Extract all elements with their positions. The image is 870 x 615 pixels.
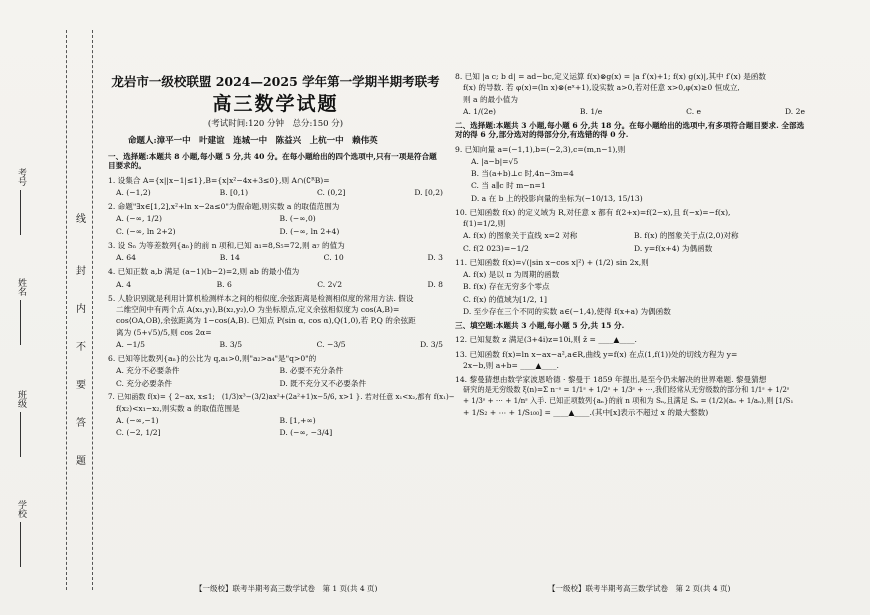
question-8-line-2: f(x) 的导数. 若 φ(x)=(ln x)⊗(eˣ+1),设实数 a>0,若对任意 x>0,φ(x)≥0 恒成立, <box>463 83 740 93</box>
question-7-line-1: 7. 已知函数 f(x)= { 2−ax, x≤1; (1/3)x³−(3/2)ax²+(2a²+1)x−5/6, x>1 }. 若对任意 x₁<x₂,都有 f(x₁)− <box>108 391 455 401</box>
option: A. 1/(2e) <box>463 106 496 116</box>
option: B. 3/5 <box>219 339 243 349</box>
seal-char: 封 <box>76 266 86 277</box>
question-5-line-2: 二维空间中有两个点 A(x₁,y₁),B(x₂,y₂),O 为坐标原点,定义余弦相似度为 cos(A,B)= <box>116 305 400 315</box>
option: A. (−1,2) <box>116 187 151 197</box>
question-14-line-1: 14. 黎曼猜想由数学家波恩哈德 · 黎曼于 1859 年提出,是至今仍未解决的世界难题. 黎曼猜想 <box>455 375 767 384</box>
option: D. 8 <box>427 279 443 289</box>
cut-line-inner <box>66 30 67 590</box>
seal-char: 要 <box>76 380 86 391</box>
field-name-line <box>20 300 21 345</box>
binding-margin <box>0 0 100 615</box>
option: A. f(x) 的图象关于直线 x=2 对称 <box>463 231 578 241</box>
exam-title: 高三数学试题 <box>212 93 339 116</box>
seal-char: 答 <box>76 418 86 429</box>
question-14-line-4: + 1/S₂ + ⋯ + 1/S₁₀₀] = ____▲____.(其中[x]表示不超过 x 的最大整数) <box>463 407 709 417</box>
question-9-options <box>463 157 805 203</box>
question-11: 11. 已知函数 f(x)=√(|sin x−cos x|²) + (1/2) sin 2x,则 <box>455 257 649 267</box>
option: C. 充分必要条件 <box>116 378 172 388</box>
question-13-line-2: 2x−b,则 a+b= ____▲____. <box>463 360 559 370</box>
field-school: 学校 <box>16 500 26 518</box>
option: A. −1/5 <box>116 339 145 349</box>
question-5-line-3: cos⟨OA,OB⟩,余弦距离为 1−cos(A,B). 已知点 P(sin α, cos α),Q(1,0),若 P,Q 的余弦距 <box>116 316 416 326</box>
exam-info: (考试时间:120 分钟 总分:150 分) <box>207 119 344 130</box>
page-1-column <box>108 74 455 442</box>
option: A. 64 <box>116 253 136 263</box>
question-1-options <box>116 188 443 197</box>
field-school-line <box>20 522 21 567</box>
question-4: 4. 已知正数 a,b 满足 (a−1)(b−2)=2,则 ab 的最小值为 <box>108 267 300 277</box>
page-1-footer: 【一级校】联考半期考高三数学试卷 第 1 页(共 4 页) <box>195 584 378 593</box>
question-4-options <box>116 280 443 289</box>
option: D. (−∞, −3/4] <box>279 428 333 438</box>
question-13-line-1: 13. 已知函数 f(x)=ln x−ax−a²,a∈R,曲线 y=f(x) 在点(1,f(1))处的切线方程为 y= <box>455 349 738 359</box>
option: D. a 在 b 上的投影向量的坐标为(−10/13, 15/13) <box>471 193 643 203</box>
question-2-options <box>116 214 443 236</box>
option: B. 必要不充分条件 <box>279 366 344 376</box>
question-5-line-1: 5. 人脸识别就是利用计算机检测样本之间的相似度,余弦距离是检测相似度的常用方法. 假设 <box>108 293 414 303</box>
section-2-heading: 二、选择题:本题共 3 小题,每小题 6 分,共 18 分。在每小题给出的选项中,有多项符合题目要求. 全部选对的得 6 分,部分选对的得部分分,有选错的得 0 分. <box>455 121 805 140</box>
option: A. 4 <box>116 279 132 289</box>
seal-char: 线 <box>76 214 86 225</box>
question-7-options <box>116 416 443 438</box>
question-10-options <box>463 231 805 253</box>
section-3-heading: 三、填空题:本题共 3 小题,每小题 5 分,共 15 分. <box>455 321 625 330</box>
question-1: 1. 设集合 A={x||x−1|≤1},B={x|x²−4x+3≤0},则 A∩(∁ᴿB)= <box>108 175 330 185</box>
field-class: 班级 <box>16 390 26 408</box>
option: C. 10 <box>323 253 344 263</box>
option: C. e <box>686 106 702 116</box>
exam-union-title: 龙岩市一级校联盟 2024—2025 学年第一学期半期考联考 <box>111 74 440 89</box>
option: B. f(x) 的图象关于点(2,0)对称 <box>634 231 739 241</box>
field-exam-number: 考号 <box>16 168 26 186</box>
option: C. f(2 023)=−1/2 <box>463 243 529 253</box>
field-class-line <box>20 412 21 457</box>
option: C. f(x) 的值域为[1/2, 1] <box>463 294 547 304</box>
field-name: 姓名 <box>16 278 26 296</box>
question-7-line-2: f(x₂)<x₁−x₂,则实数 a 的取值范围是 <box>116 403 240 413</box>
option: D. y=f(x+4) 为偶函数 <box>634 243 713 253</box>
option: D. 2e <box>784 106 805 116</box>
question-8-options <box>463 107 805 116</box>
option: D. (−∞, ln 2+4) <box>279 226 340 236</box>
question-6: 6. 已知等比数列{aₙ}的公比为 q,a₁>0,则"a₂>a₄"是"q>0"的 <box>108 354 317 364</box>
option: B. 6 <box>216 279 232 289</box>
option: B. [1,+∞) <box>279 415 316 425</box>
option: C. (−∞, ln 2+2) <box>116 226 176 236</box>
option: D. 至少存在三个不同的实数 a∈(−1,4),使得 f(x+a) 为偶函数 <box>463 306 671 316</box>
option: C. 当 a∥c 时 m−n=1 <box>471 181 546 191</box>
option: B. 14 <box>219 253 240 263</box>
page-2-column <box>455 72 805 422</box>
option: B. 当(a+b)⊥c 时,4n−3m=4 <box>471 169 574 178</box>
seal-char: 题 <box>76 456 86 467</box>
seal-char: 内 <box>76 304 86 315</box>
option: B. [0,1) <box>219 187 249 197</box>
question-12: 12. 已知复数 z 满足(3+4i)z=10i,则 z̄ = ____▲____. <box>455 335 637 345</box>
option: D. [0,2) <box>414 187 443 197</box>
option: B. (−∞,0) <box>279 214 316 224</box>
option: D. 3/5 <box>420 339 443 349</box>
question-11-options <box>463 270 805 316</box>
option: B. f(x) 存在无穷多个零点 <box>463 282 550 292</box>
option: A. |a−b|=√5 <box>471 156 519 166</box>
page-2-footer: 【一级校】联考半期考高三数学试卷 第 2 页(共 4 页) <box>548 584 731 593</box>
question-9: 9. 已知向量 a=(−1,1),b=(−2,3),c=(m,n−1),则 <box>455 144 626 154</box>
question-8-line-3: 则 a 的最小值为 <box>463 94 518 104</box>
question-3-options <box>116 253 443 262</box>
question-3: 3. 设 Sₙ 为等差数列{aₙ}的前 n 项和,已知 a₁=8,S₅=72,则 a₇ 的值为 <box>108 240 345 250</box>
section-1-heading: 一、选择题:本题共 8 小题,每小题 5 分,共 40 分。在每小题给出的四个选项中,只有一项是符合题目要求的。 <box>108 152 437 171</box>
option: C. −3/5 <box>316 339 346 349</box>
question-10-line-2: f(1)=1/2,则 <box>463 219 506 228</box>
option: C. (0,2] <box>317 187 346 197</box>
question-14-line-3: + 1/3ˢ + ⋯ + 1/nˢ 入手. 已知正项数列{aₙ}的前 n 项和为 Sₙ,且满足 Sₙ = (1/2)(aₙ + 1/aₙ),则 [1/S₁ <box>463 396 794 406</box>
option: A. f(x) 是以 π 为周期的函数 <box>463 270 560 279</box>
option: A. (−∞, 1/2) <box>116 214 162 224</box>
option: D. 既不充分又不必要条件 <box>279 378 367 388</box>
question-5-options <box>116 340 443 349</box>
question-10-line-1: 10. 已知函数 f(x) 的定义域为 R,对任意 x 都有 f(2+x)=f(2−x),且 f(−x)=−f(x), <box>455 207 731 217</box>
option: A. (−∞,−1) <box>116 415 159 425</box>
cut-line-outer <box>92 30 93 590</box>
field-exam-number-line <box>20 190 21 235</box>
option: B. 1/e <box>579 106 603 116</box>
option: A. 充分不必要条件 <box>116 366 180 376</box>
seal-char: 不 <box>76 342 86 353</box>
question-5-line-4: 离为 (5+√5)/5,则 cos 2α= <box>116 327 212 337</box>
question-2: 2. 命题"∃x∈[1,2],x²+ln x−2a≤0"为假命题,则实数 a 的取值范围为 <box>108 202 340 212</box>
option: C. 2√2 <box>317 279 343 289</box>
question-8-line-1: 8. 已知 |a c; b d| = ad−bc,定义运算 f(x)⊗g(x) = |a f′(x)+1; f(x) g(x)|,其中 f′(x) 是函数 <box>455 72 766 81</box>
option: C. (−2, 1/2] <box>116 428 161 438</box>
question-14-line-2: 研究的是无穷级数 ξ(n)=Σ n⁻ˢ = 1/1ˢ + 1/2ˢ + 1/3ˢ + ⋯,我们经常从无穷级数的部分和 1/1ˢ + 1/2ˢ <box>463 385 790 395</box>
option: D. 3 <box>427 253 443 263</box>
exam-authors: 命题人:漳平一中 叶建谊 连城一中 陈益兴 上杭一中 赖伟英 <box>128 135 378 146</box>
question-6-options <box>116 366 443 388</box>
